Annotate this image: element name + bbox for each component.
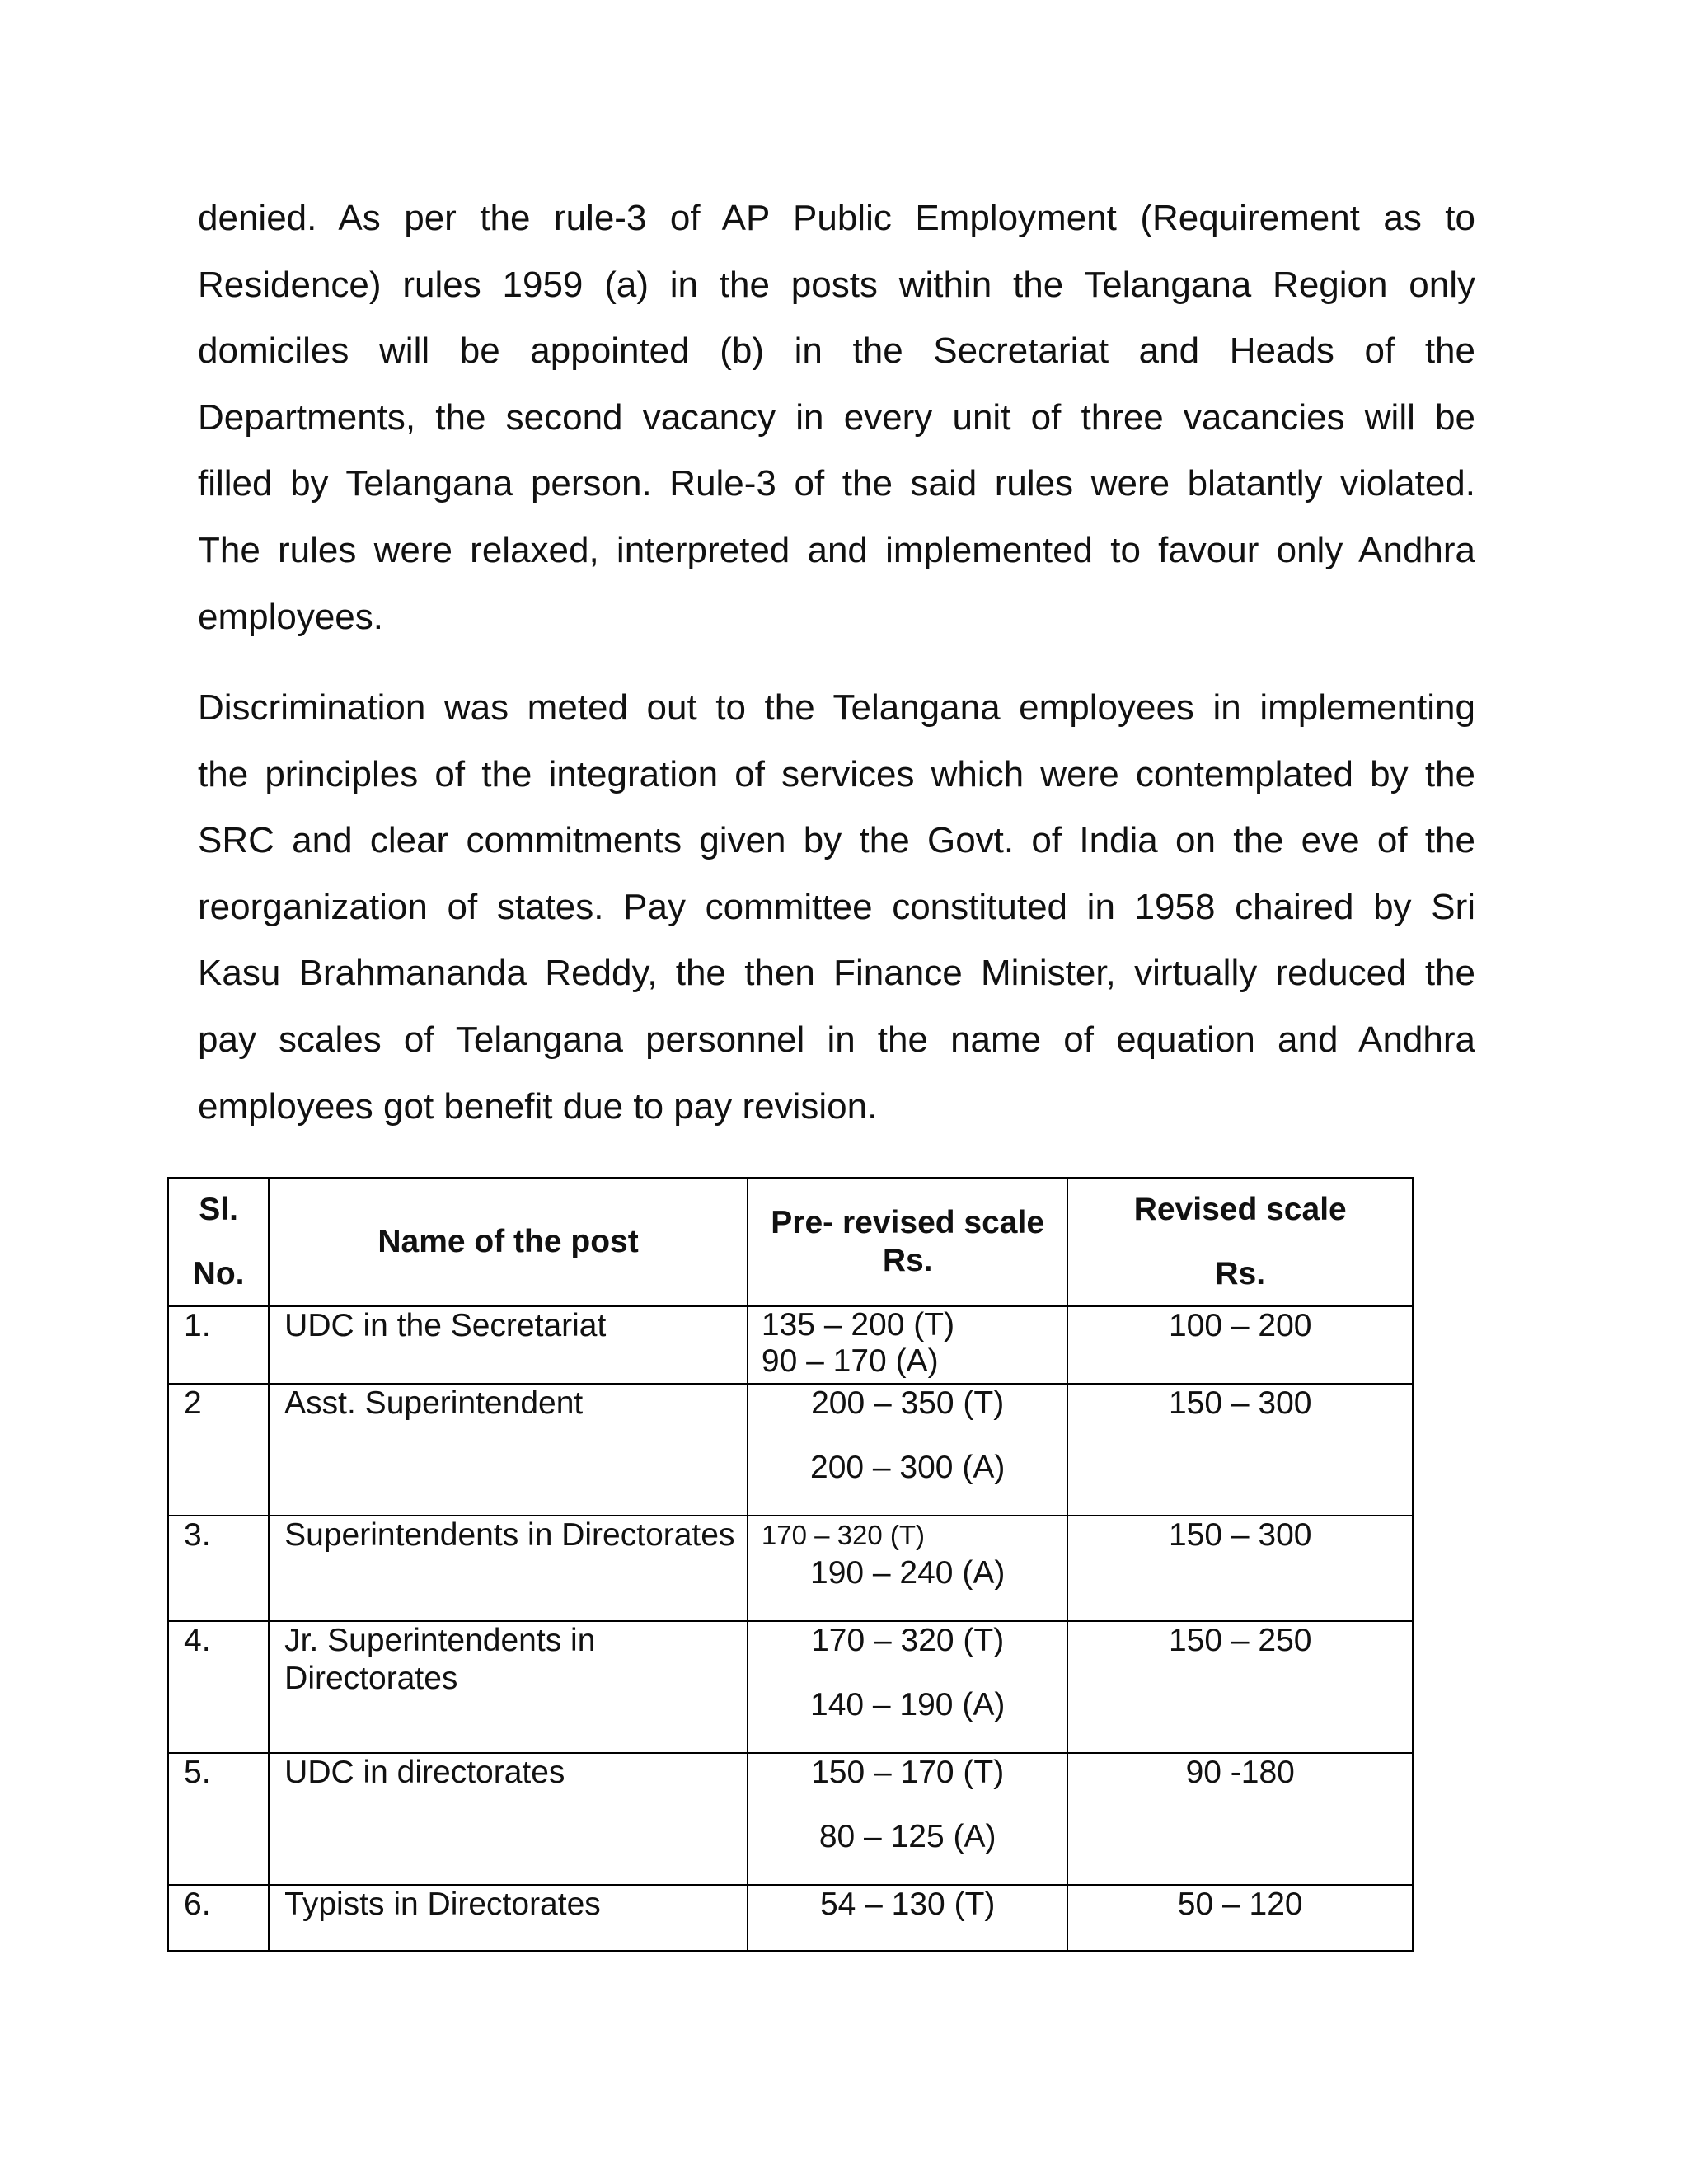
header-revised-label: Revised scale: [1133, 1192, 1347, 1227]
text-line: denied. As per the rule-3 of AP Public Employment (Requirement as to: [198, 198, 1475, 238]
header-no-label: No.: [192, 1256, 245, 1291]
cell-post-name: [269, 1753, 748, 1885]
text-line: Residence) rules 1959 (a) in the posts within the Telangana Region only: [198, 264, 1475, 305]
text-line: employees.: [198, 596, 384, 637]
cell-sl: [168, 1306, 269, 1384]
revised-value: 150 – 300: [1168, 1385, 1312, 1421]
text-line: Kasu Brahmananda Reddy, the then Finance Minister, virtually reduced the: [198, 953, 1475, 994]
pre-revised-telangana: 170 – 320 (T): [761, 1520, 926, 1550]
post-name-value: Jr. Superintendents in Directorates: [284, 1623, 596, 1696]
table-row: [168, 1384, 1413, 1516]
post-name-value: UDC in the Secretariat: [284, 1308, 607, 1343]
cell-sl: [168, 1516, 269, 1621]
paragraph-discrimination: [198, 675, 1475, 1140]
header-pre-revised-unit: Rs.: [882, 1243, 933, 1278]
post-name-value: Superintendents in Directorates: [284, 1517, 735, 1553]
cell-revised: [1067, 1753, 1413, 1885]
table-row: [168, 1621, 1413, 1753]
post-name-value: Typists in Directorates: [284, 1886, 601, 1922]
cell-revised: [1067, 1516, 1413, 1621]
revised-value: 150 – 300: [1168, 1517, 1312, 1553]
pre-revised-andhra: 80 – 125 (A): [818, 1819, 996, 1854]
header-pre-revised-label: Pre- revised scale: [771, 1205, 1045, 1240]
pre-revised-telangana: 170 – 320 (T): [811, 1623, 1005, 1658]
cell-post-name: [269, 1885, 748, 1951]
revised-value: 90 -180: [1185, 1755, 1295, 1790]
cell-sl: [168, 1621, 269, 1753]
pre-revised-andhra: 90 – 170 (A): [761, 1343, 939, 1379]
revised-value: 50 – 120: [1177, 1886, 1303, 1922]
pre-revised-andhra: 140 – 190 (A): [810, 1687, 1006, 1722]
cell-post-name: [269, 1516, 748, 1621]
header-revised-unit: Rs.: [1215, 1256, 1266, 1291]
revised-value: 100 – 200: [1168, 1308, 1312, 1343]
header-sl-label: Sl.: [199, 1192, 238, 1227]
header-name-of-post: Name of the post: [269, 1178, 748, 1306]
pre-revised-telangana: 200 – 350 (T): [811, 1385, 1005, 1421]
cell-post-name: [269, 1621, 748, 1753]
sl-value: 4.: [184, 1623, 211, 1658]
pre-revised-telangana: 135 – 200 (T): [761, 1307, 955, 1343]
text-line: the principles of the integration of services which were contemplated by the: [198, 753, 1475, 794]
cell-sl: [168, 1753, 269, 1885]
text-line: Discrimination was meted out to the Telangana employees in implementing: [198, 687, 1475, 728]
sl-value: 2: [184, 1385, 202, 1421]
table-row: [168, 1306, 1413, 1384]
cell-pre-revised: [748, 1384, 1068, 1516]
cell-revised: [1067, 1384, 1413, 1516]
pre-revised-telangana: 150 – 170 (T): [811, 1755, 1005, 1790]
table-row: [168, 1516, 1413, 1621]
cell-sl: [168, 1885, 269, 1951]
header-revised-scale: [1067, 1178, 1413, 1306]
pre-revised-andhra: 190 – 240 (A): [810, 1555, 1006, 1591]
cell-pre-revised: [748, 1516, 1068, 1621]
cell-pre-revised: [748, 1306, 1068, 1384]
text-line: domiciles will be appointed (b) in the Secretariat and Heads of the: [198, 330, 1475, 372]
sl-value: 6.: [184, 1886, 211, 1922]
text-line: employees got benefit due to pay revision.: [198, 1085, 878, 1127]
text-line: reorganization of states. Pay committee constituted in 1958 chaired by Sri: [198, 886, 1475, 927]
text-line: pay scales of Telangana personnel in the name of equation and Andhra: [198, 1019, 1475, 1060]
cell-pre-revised: [748, 1753, 1068, 1885]
cell-pre-revised: [748, 1885, 1068, 1951]
table-row: [168, 1885, 1413, 1951]
cell-sl: [168, 1384, 269, 1516]
pre-revised-telangana: 54 – 130 (T): [819, 1886, 996, 1922]
cell-post-name: [269, 1384, 748, 1516]
text-line: The rules were relaxed, interpreted and implemented to favour only Andhra: [198, 529, 1475, 570]
table-row: [168, 1753, 1413, 1885]
text-line: SRC and clear commitments given by the Govt. of India on the eve of the: [198, 820, 1475, 861]
cell-pre-revised: [748, 1621, 1068, 1753]
cell-revised: [1067, 1885, 1413, 1951]
sl-value: 5.: [184, 1755, 211, 1790]
sl-value: 1.: [184, 1308, 211, 1343]
table-header-row: [168, 1178, 1413, 1306]
header-sl-no: [168, 1178, 269, 1306]
revised-value: 150 – 250: [1168, 1623, 1312, 1658]
pre-revised-andhra: 200 – 300 (A): [810, 1450, 1006, 1485]
post-name-value: UDC in directorates: [284, 1755, 565, 1790]
cell-post-name: [269, 1306, 748, 1384]
post-name-value: Asst. Superintendent: [284, 1385, 584, 1421]
cell-revised: [1067, 1621, 1413, 1753]
text-line: filled by Telangana person. Rule-3 of the said rules were blatantly violated.: [198, 463, 1475, 504]
sl-value: 3.: [184, 1517, 211, 1553]
cell-revised: [1067, 1306, 1413, 1384]
header-pre-revised-scale: [748, 1178, 1068, 1306]
paragraph-rule3: [198, 185, 1475, 650]
text-line: Departments, the second vacancy in every unit of three vacancies will be: [198, 396, 1475, 438]
pay-scale-table: [167, 1177, 1414, 1952]
